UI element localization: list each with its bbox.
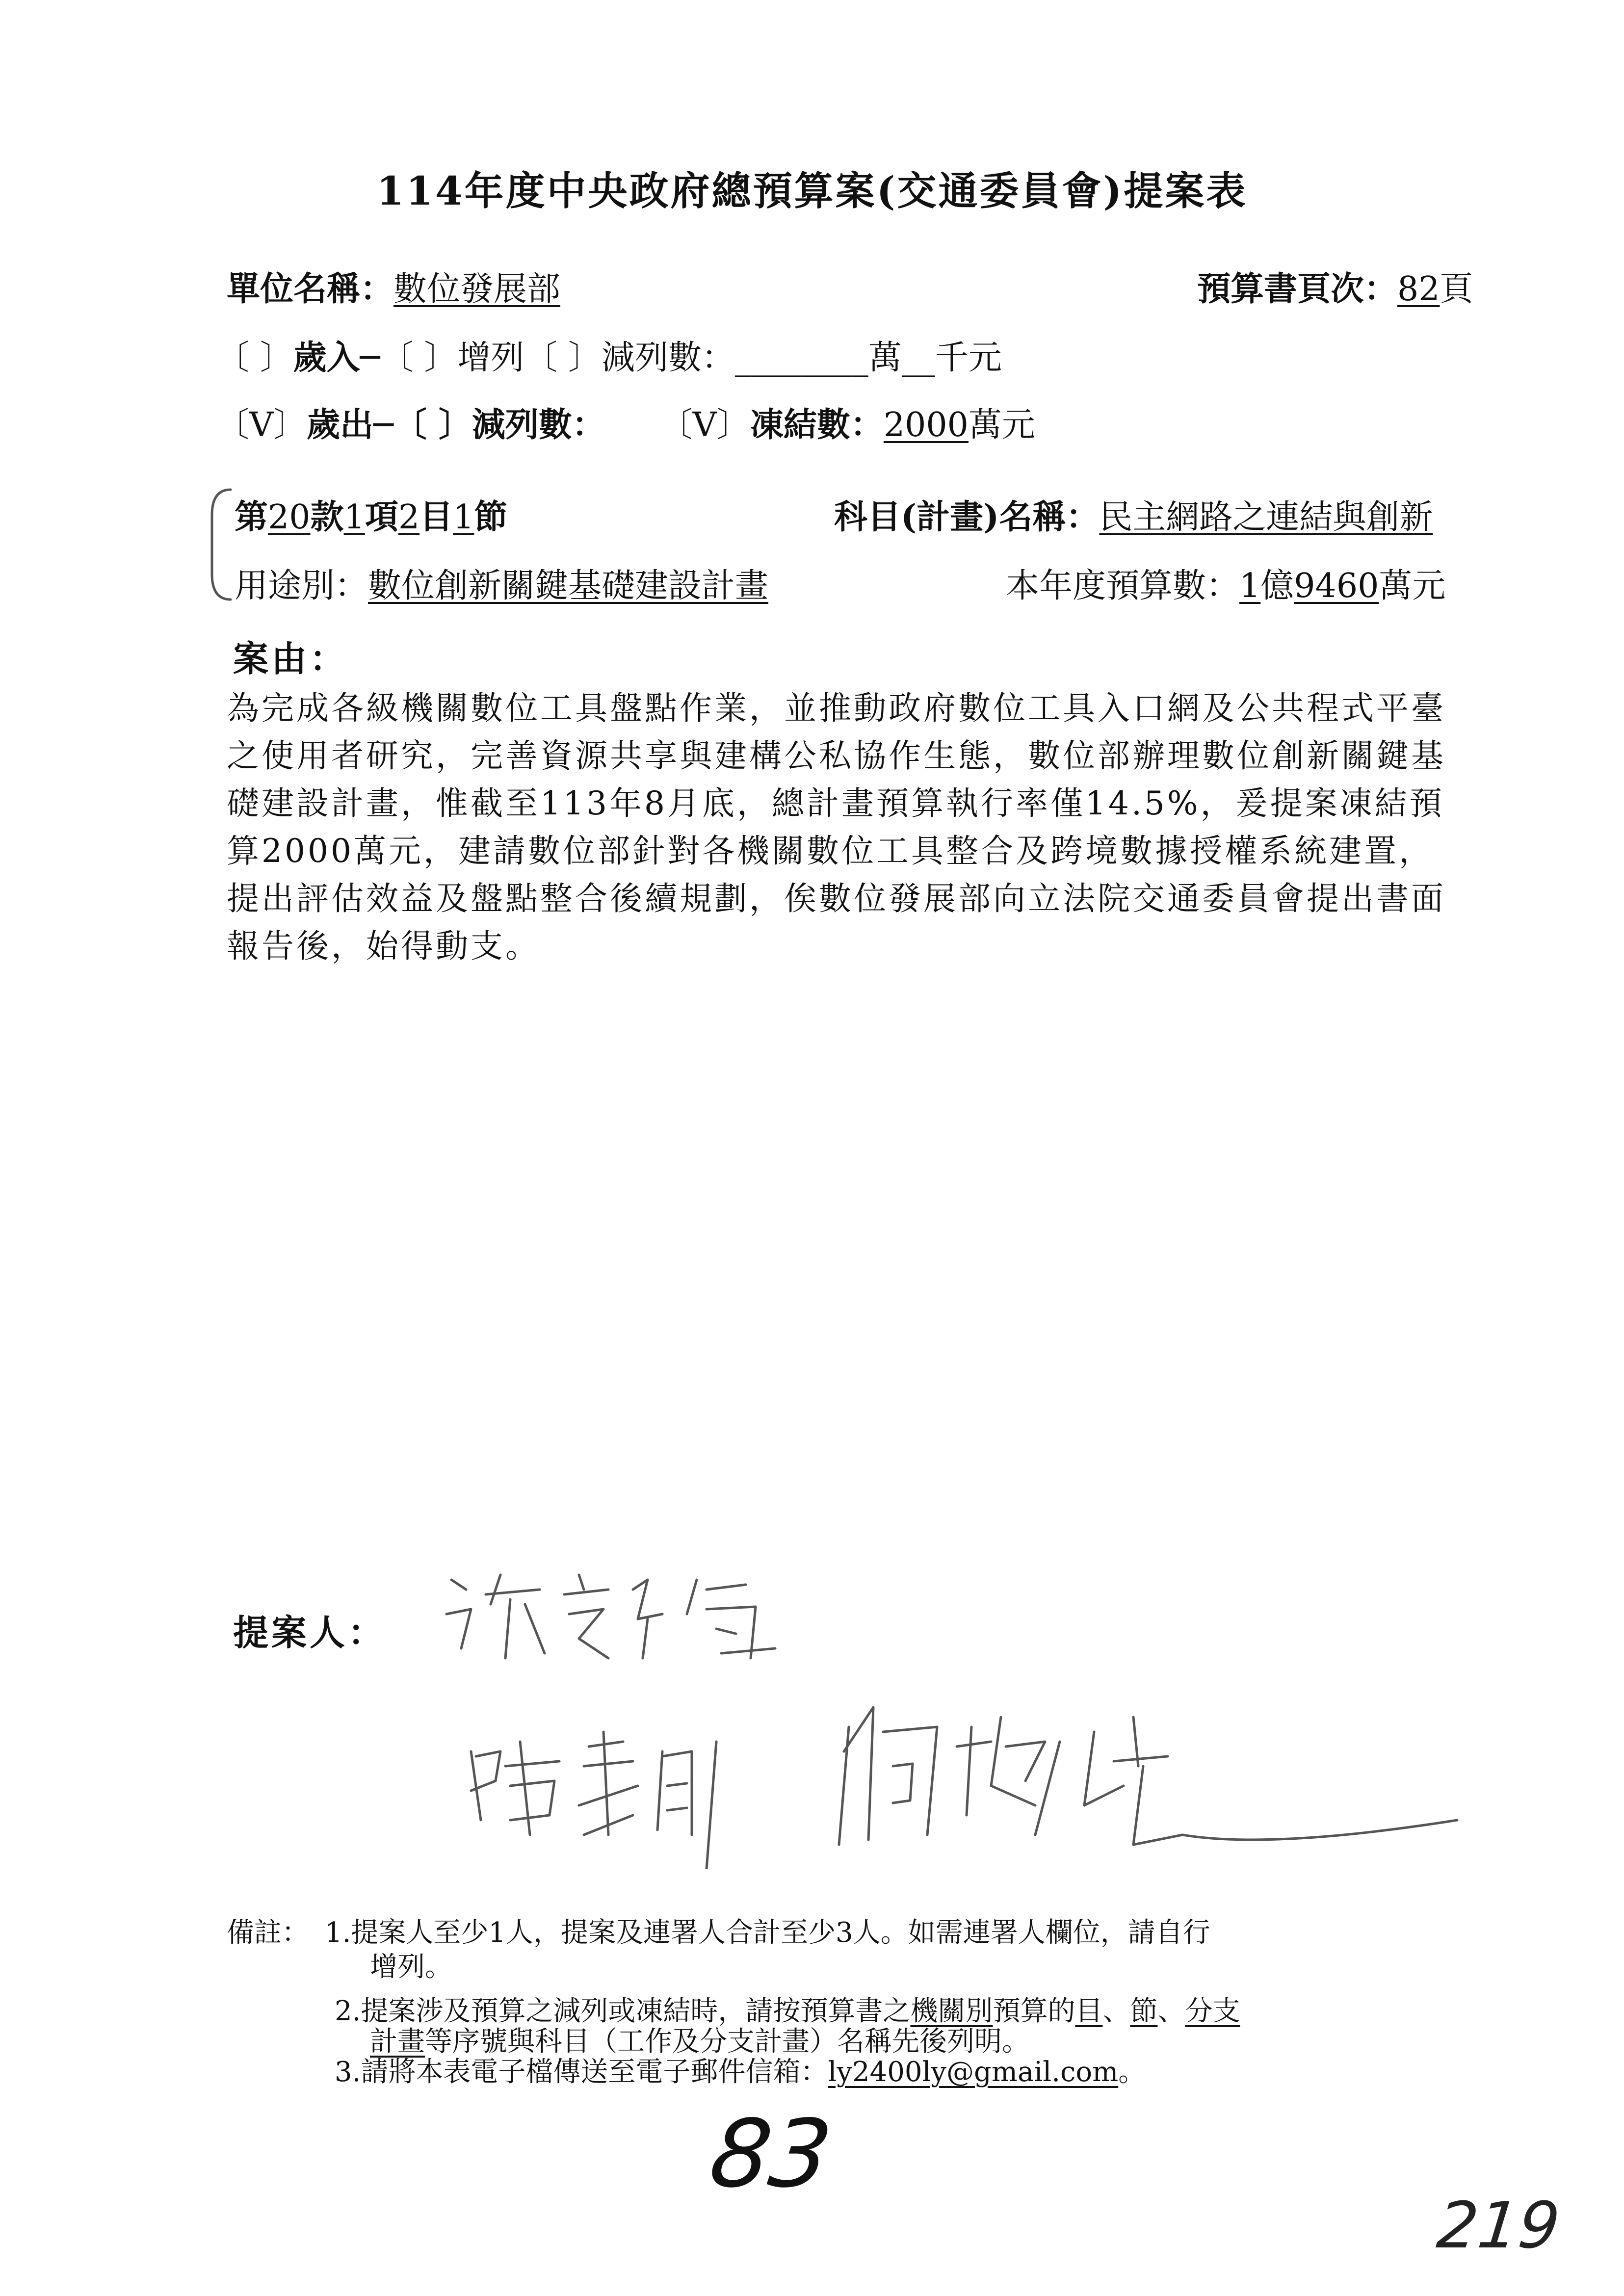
purpose-row xyxy=(235,559,768,607)
revenue-checkbox: 〔 〕 xyxy=(216,339,293,377)
revenue-blank-qian: __ xyxy=(901,339,935,377)
handwritten-page-number: 83 xyxy=(704,2100,838,2208)
jie-value: 1 xyxy=(453,498,474,537)
handwritten-corner-number: 219 xyxy=(1434,2188,1564,2263)
note-1-line-1: 1.提案人至少1人，提案及連署人合計至少3人。如需連署人欄位，請自行 xyxy=(325,1917,1210,1949)
subject-value: 民主網路之連結與創新 xyxy=(1099,498,1433,537)
revenue-unit-qian: 千元 xyxy=(935,339,1002,377)
email-link[interactable]: ly2400ly@gmail.com xyxy=(828,2056,1119,2088)
unit-row xyxy=(227,262,560,310)
mu-value: 2 xyxy=(398,498,420,537)
expenditure-decrease: 〔 〕減列數： xyxy=(393,405,605,444)
budget-page-label: 預算書頁次： xyxy=(1197,269,1398,309)
subject-row xyxy=(834,491,1433,538)
section-index-row xyxy=(235,491,507,538)
annual-budget-wan: 9460 xyxy=(1294,567,1379,605)
freeze-value: 2000 xyxy=(883,406,969,444)
proposer-label: 提案人： xyxy=(233,1612,387,1653)
revenue-unit-wan: 萬 xyxy=(868,339,902,377)
revenue-row xyxy=(216,331,1002,379)
budget-page-value: 82 xyxy=(1397,270,1440,309)
signature-1 xyxy=(432,1560,814,1678)
kuan-suffix: 款 xyxy=(310,497,344,537)
annual-budget-wan-unit: 萬元 xyxy=(1379,567,1446,605)
unit-value: 數位發展部 xyxy=(393,270,561,309)
note-1-line-2: 增列。 xyxy=(370,1951,452,1983)
annual-budget-yi-unit: 億 xyxy=(1260,567,1294,605)
freeze-checkbox: 〔V〕 xyxy=(659,406,750,444)
mu-suffix: 目 xyxy=(419,497,453,537)
revenue-blank-wan: ________ xyxy=(734,339,868,377)
kuan-prefix: 第 xyxy=(235,497,268,537)
note-2-line-1: 2.提案涉及預算之減列或凍結時，請按預算書之機關別預算的目、節、分支 xyxy=(335,1995,1240,2027)
page-title: 114年度中央政府總預算案(交通委員會)提案表 xyxy=(376,168,1248,214)
unit-label: 單位名稱： xyxy=(227,269,394,309)
reason-label: 案由： xyxy=(233,638,348,679)
freeze-label: 凍結數： xyxy=(750,405,884,444)
revenue-increase: 〔 〕增列 xyxy=(380,339,524,377)
budget-page-row xyxy=(1197,262,1473,310)
freeze-unit: 萬元 xyxy=(968,406,1035,444)
budget-page-suffix: 頁 xyxy=(1440,270,1473,309)
notes-block xyxy=(227,1916,1453,2089)
expenditure-row xyxy=(216,398,1035,446)
kuan-value: 20 xyxy=(268,498,311,537)
subject-label: 科目(計畫)名稱： xyxy=(834,497,1100,537)
expenditure-label: 歲出─ xyxy=(307,405,394,444)
notes-label: 備註： xyxy=(227,1917,309,1949)
note-2-line-2: 計畫等序號與科目（工作及分支計畫）名稱先後列明。 xyxy=(370,2026,1029,2058)
note-3: 3.請將本表電子檔傳送至電子郵件信箱：ly2400ly@gmail.com。 xyxy=(335,2056,1146,2088)
xiang-value: 1 xyxy=(343,498,365,537)
revenue-decrease: 〔 〕減列數： xyxy=(524,339,735,377)
revenue-label: 歲入─ xyxy=(293,338,380,377)
section-bracket xyxy=(206,486,236,603)
reason-text: 為完成各級機關數位工具盤點作業，並推動政府數位工具入口網及公共程式平臺之使用者研究，完善資源共享與建構公私協作生態，數位部辦理數位創新關鍵基礎建設計畫，惟截至113年8月底，總計畫預算執行率僅14.5%，爰提案凍結預算2000萬元，建請數位部針對各機關數位工具整合及跨境數據授權系統建置，提出評估效益及盤點整合後續規劃，俟數位發展部向立法院交通委員會提出書面報告後，始得動支。 xyxy=(227,689,1446,965)
jie-suffix: 節 xyxy=(474,497,508,537)
annual-budget-yi: 1 xyxy=(1239,567,1261,605)
signature-2 xyxy=(461,1722,805,1869)
annual-budget-label: 本年度預算數： xyxy=(1006,567,1240,605)
signature-3 xyxy=(829,1688,1467,1874)
xiang-suffix: 項 xyxy=(365,497,398,537)
purpose-value: 數位創新關鍵基礎建設計畫 xyxy=(368,567,769,605)
annual-budget-row xyxy=(1006,559,1445,607)
expenditure-checkbox: 〔V〕 xyxy=(216,406,307,444)
purpose-label: 用途別： xyxy=(235,567,368,605)
